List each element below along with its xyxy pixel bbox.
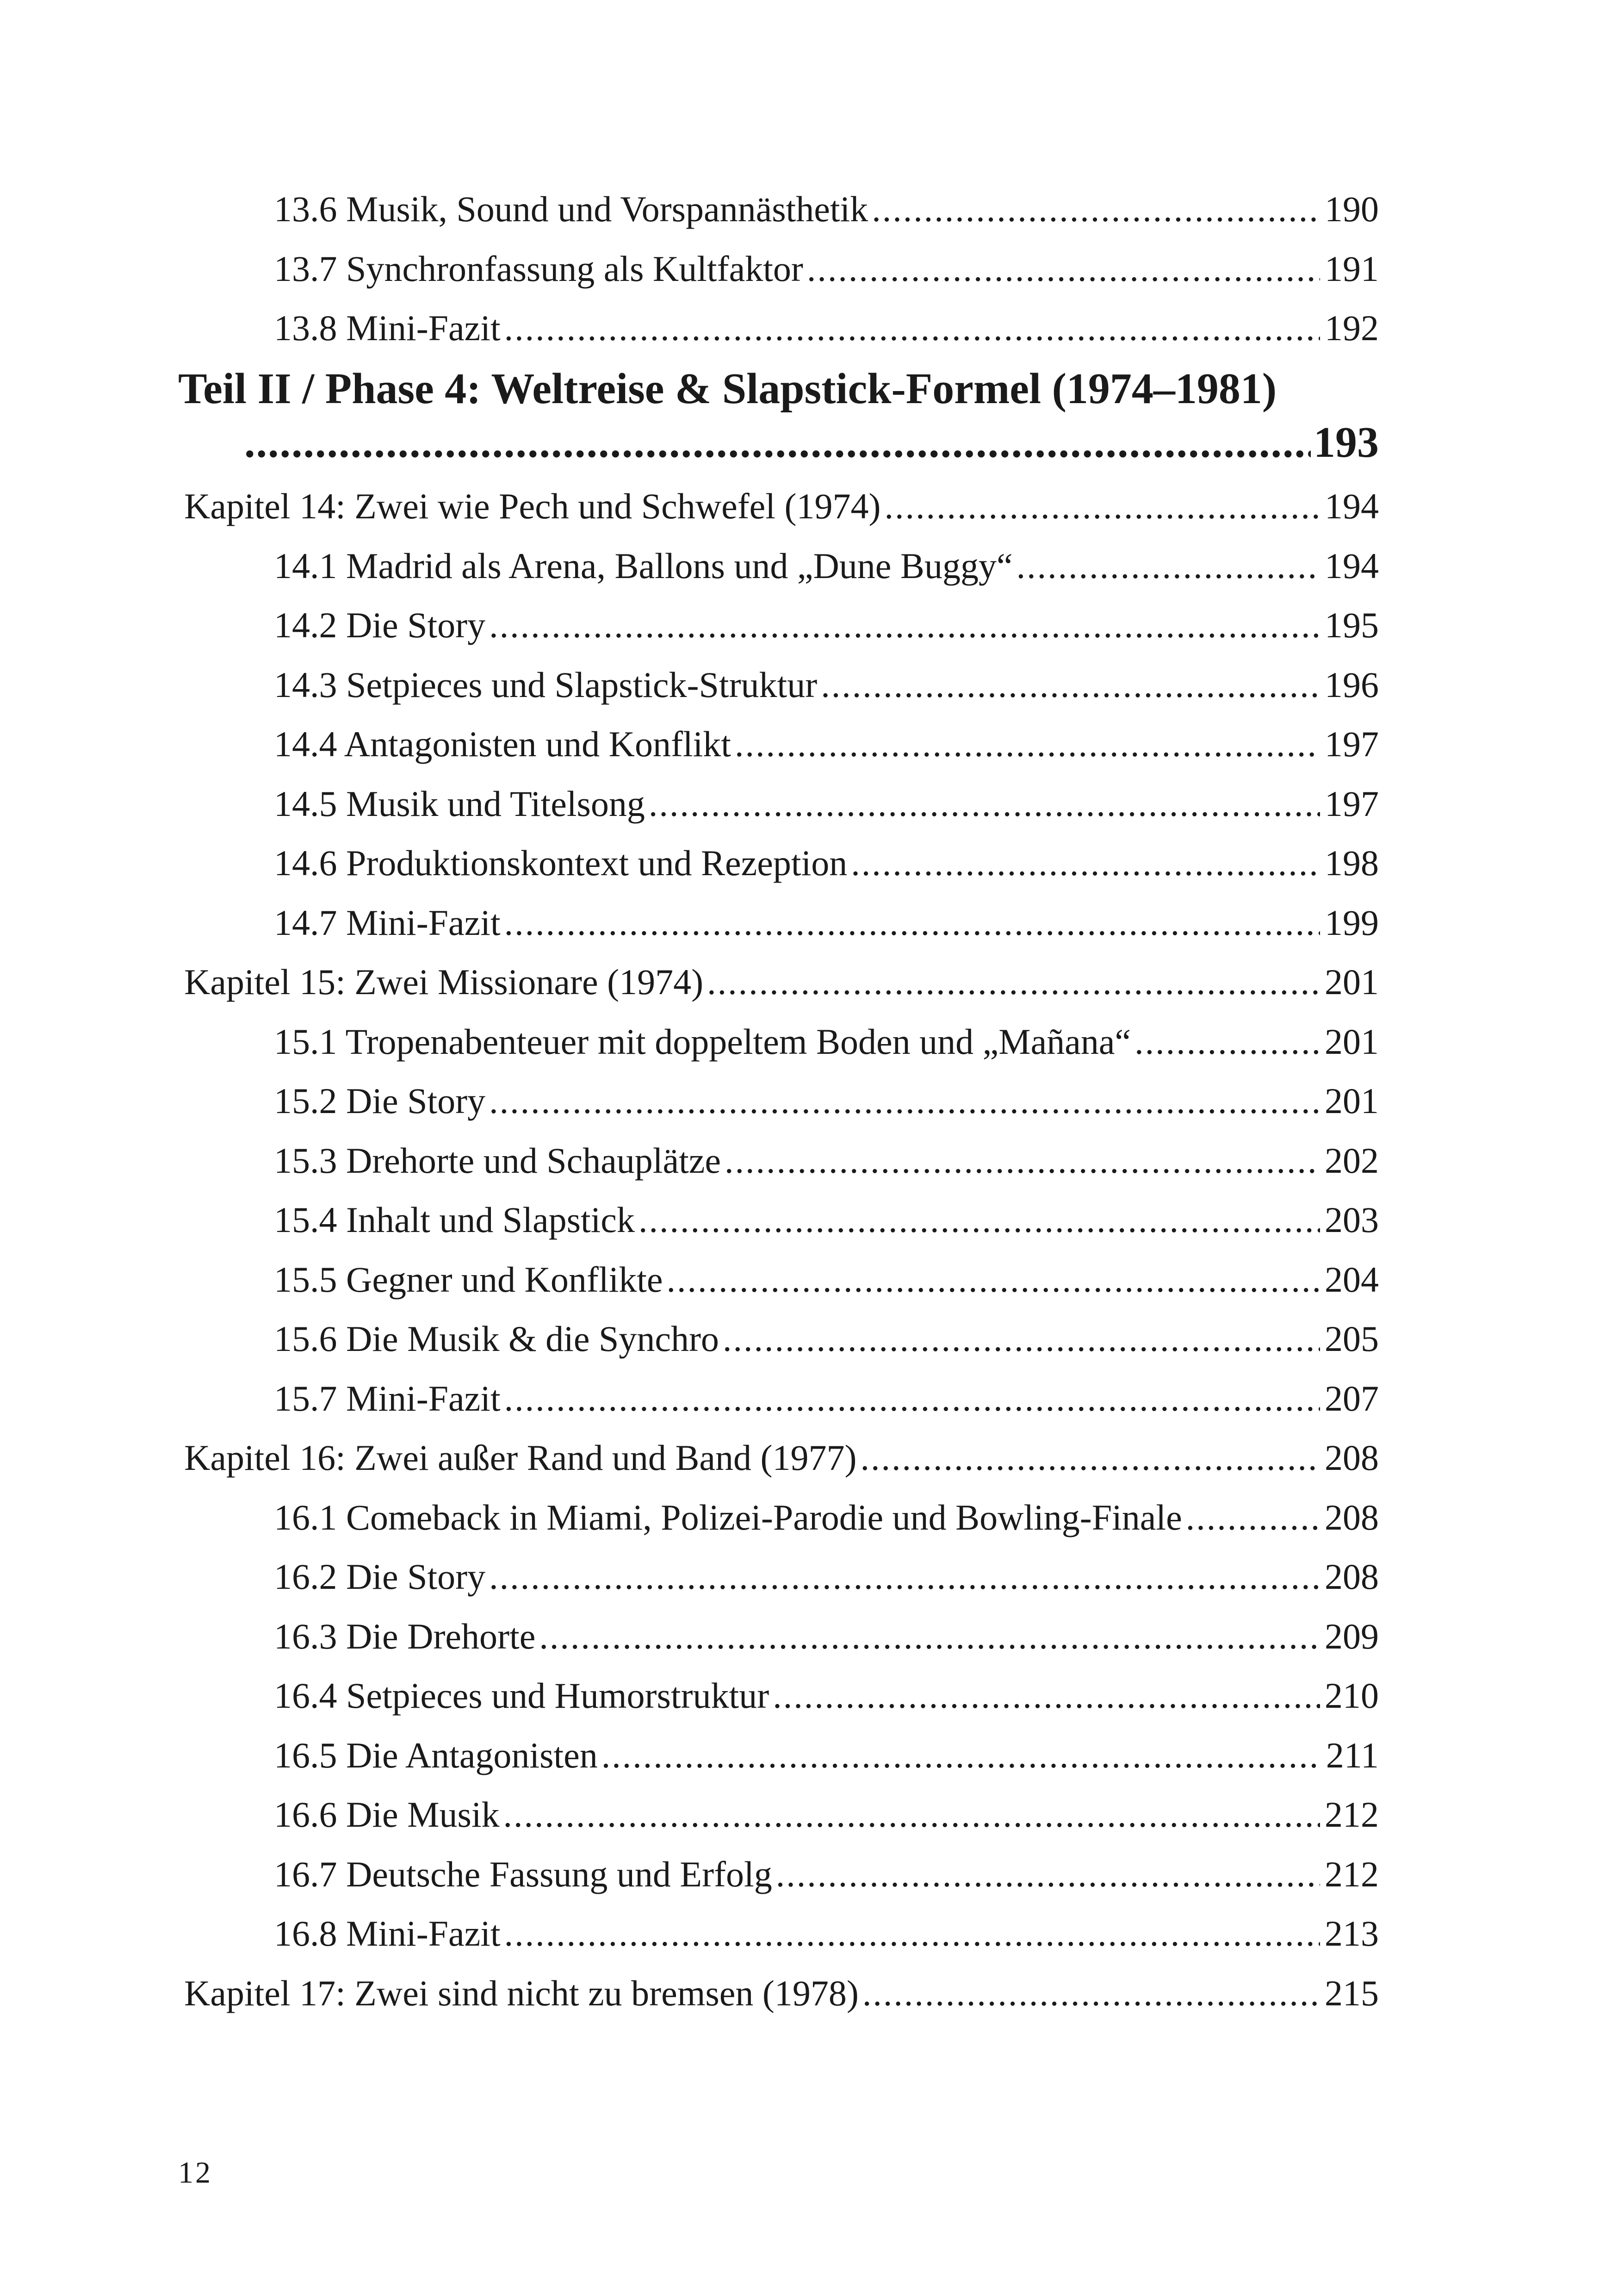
toc-entry-page: 202 — [1325, 1140, 1379, 1181]
toc-entry-label: 15.2 Die Story — [274, 1081, 486, 1121]
toc-entry-page: 207 — [1325, 1378, 1379, 1419]
toc-chapter-15[interactable] — [184, 960, 1379, 1004]
dot-leader — [725, 1139, 1320, 1183]
toc-chapter-14[interactable] — [184, 484, 1379, 529]
toc-entry-14-4[interactable] — [274, 722, 1379, 766]
toc-entry-label: 15.3 Drehorte und Schauplätze — [274, 1140, 721, 1181]
dot-leader — [504, 901, 1320, 945]
toc-entry-label: Kapitel 14: Zwei wie Pech und Schwefel (1974) — [184, 486, 881, 526]
toc-entry-14-7[interactable] — [274, 901, 1379, 945]
toc-entry-page: 201 — [1325, 962, 1379, 1002]
dot-leader — [539, 1614, 1320, 1659]
toc-entry-label: Kapitel 16: Zwei außer Rand und Band (1977) — [184, 1437, 857, 1478]
toc-entry-page: 198 — [1325, 843, 1379, 883]
toc-entry-label: 14.2 Die Story — [274, 605, 486, 645]
toc-entry-label: 14.1 Madrid als Arena, Ballons und „Dune Buggy“ — [274, 546, 1013, 586]
toc-entry-page: 212 — [1325, 1854, 1379, 1894]
toc-entry-label: 16.1 Comeback in Miami, Polizei-Parodie und Bowling-Finale — [274, 1497, 1182, 1537]
toc-entry-label: 15.6 Die Musik & die Synchro — [274, 1319, 719, 1359]
dot-leader — [639, 1198, 1320, 1242]
dot-leader — [860, 1436, 1320, 1480]
toc-entry-16-3[interactable] — [274, 1614, 1379, 1659]
toc-entry-page: 208 — [1325, 1556, 1379, 1597]
toc-entry-label: 16.7 Deutsche Fassung und Erfolg — [274, 1854, 772, 1894]
toc-entry-page: 213 — [1325, 1913, 1379, 1954]
dot-leader — [872, 187, 1320, 231]
toc-entry-16-1[interactable] — [274, 1495, 1379, 1540]
dot-leader — [735, 722, 1320, 766]
toc-entry-label: 15.5 Gegner und Konflikte — [274, 1259, 663, 1300]
part-heading-page: 193 — [1314, 418, 1379, 467]
toc-entry-16-5[interactable] — [274, 1733, 1379, 1778]
dot-leader — [884, 484, 1320, 529]
dot-leader — [1017, 544, 1320, 588]
dot-leader — [504, 1911, 1320, 1956]
dot-leader — [821, 663, 1320, 707]
toc-chapter-16[interactable] — [184, 1436, 1379, 1480]
part-heading[interactable]: Teil II / Phase 4: Weltreise & Slapstick-Formel (1974–1981) — [178, 365, 1277, 413]
toc-entry-label: 16.8 Mini-Fazit — [274, 1913, 501, 1954]
toc-entry-page: 192 — [1325, 308, 1379, 348]
toc-entry-page: 201 — [1325, 1081, 1379, 1121]
toc-entry-label: 13.6 Musik, Sound und Vorspannästhetik — [274, 189, 868, 229]
toc-entry-14-3[interactable] — [274, 663, 1379, 707]
toc-entry-label: 14.3 Setpieces und Slapstick-Struktur — [274, 665, 818, 705]
toc-entry-label: 15.4 Inhalt und Slapstick — [274, 1200, 635, 1240]
toc-entry-page: 212 — [1325, 1794, 1379, 1835]
toc-entry-label: Kapitel 15: Zwei Missionare (1974) — [184, 962, 704, 1002]
toc-entry-16-2[interactable] — [274, 1555, 1379, 1599]
toc-entry-page: 194 — [1325, 486, 1379, 526]
toc-entry-15-5[interactable] — [274, 1257, 1379, 1302]
toc-entry-page: 205 — [1325, 1319, 1379, 1359]
dot-leader — [244, 415, 1311, 470]
toc-entry-page: 211 — [1326, 1735, 1379, 1775]
toc-entry-label: 15.7 Mini-Fazit — [274, 1378, 501, 1419]
toc-entry-label: 16.4 Setpieces und Humorstruktur — [274, 1675, 769, 1716]
toc-entry-page: 208 — [1325, 1437, 1379, 1478]
toc-entry-label: 16.2 Die Story — [274, 1556, 486, 1597]
toc-entry-page: 190 — [1325, 189, 1379, 229]
toc-entry-label: 16.5 Die Antagonisten — [274, 1735, 598, 1775]
toc-entry-13-7[interactable] — [274, 247, 1379, 291]
toc-entry-15-1[interactable] — [274, 1020, 1379, 1064]
toc-entry-14-6[interactable] — [274, 841, 1379, 885]
toc-entry-label: 14.7 Mini-Fazit — [274, 902, 501, 943]
toc-entry-15-2[interactable] — [274, 1079, 1379, 1123]
toc-entry-16-8[interactable] — [274, 1911, 1379, 1956]
toc-entry-label: 14.6 Produktionskontext und Rezeption — [274, 843, 848, 883]
toc-entry-13-8[interactable] — [274, 306, 1379, 350]
toc-entry-page: 201 — [1325, 1021, 1379, 1062]
toc-entry-page: 194 — [1325, 546, 1379, 586]
dot-leader — [807, 247, 1320, 291]
toc-entry-16-6[interactable] — [274, 1792, 1379, 1837]
toc-entry-page: 215 — [1325, 1973, 1379, 2013]
page-number: 12 — [178, 2156, 212, 2190]
dot-leader — [1186, 1495, 1320, 1540]
dot-leader — [773, 1674, 1320, 1718]
toc-entry-page: 195 — [1325, 605, 1379, 645]
toc-entry-15-4[interactable] — [274, 1198, 1379, 1242]
toc-entry-page: 210 — [1325, 1675, 1379, 1716]
toc-entry-16-7[interactable] — [274, 1852, 1379, 1897]
toc-entry-page: 191 — [1325, 249, 1379, 289]
dot-leader — [489, 1079, 1320, 1123]
toc-entry-label: 14.4 Antagonisten und Konflikt — [274, 724, 731, 764]
toc-entry-label: 13.7 Synchronfassung als Kultfaktor — [274, 249, 803, 289]
dot-leader — [723, 1317, 1320, 1361]
toc-entry-label: 14.5 Musik und Titelsong — [274, 784, 645, 824]
dot-leader — [504, 306, 1320, 350]
part-heading-page-line — [244, 415, 1379, 470]
toc-entry-page: 209 — [1325, 1616, 1379, 1656]
dot-leader — [503, 1792, 1320, 1837]
toc-entry-14-2[interactable] — [274, 603, 1379, 647]
dot-leader — [504, 1376, 1320, 1421]
toc-entry-14-5[interactable] — [274, 782, 1379, 826]
toc-entry-15-6[interactable] — [274, 1317, 1379, 1361]
toc-entry-14-1[interactable] — [274, 544, 1379, 588]
toc-entry-page: 203 — [1325, 1200, 1379, 1240]
dot-leader — [776, 1852, 1320, 1897]
toc-entry-label: 16.3 Die Drehorte — [274, 1616, 536, 1656]
toc-entry-page: 199 — [1325, 902, 1379, 943]
toc-entry-16-4[interactable] — [274, 1674, 1379, 1718]
toc-entry-15-7[interactable] — [274, 1376, 1379, 1421]
toc-entry-page: 208 — [1325, 1497, 1379, 1537]
toc-entry-page: 197 — [1325, 784, 1379, 824]
dot-leader — [489, 1555, 1320, 1599]
toc-entry-page: 204 — [1325, 1259, 1379, 1300]
toc-entry-page: 197 — [1325, 724, 1379, 764]
dot-leader — [707, 960, 1320, 1004]
dot-leader — [489, 603, 1320, 647]
toc-entry-label: 13.8 Mini-Fazit — [274, 308, 501, 348]
dot-leader — [649, 782, 1320, 826]
toc-entry-page: 196 — [1325, 665, 1379, 705]
dot-leader — [666, 1257, 1320, 1302]
toc-entry-15-3[interactable] — [274, 1139, 1379, 1183]
toc-chapter-17[interactable] — [184, 1971, 1379, 2016]
toc-entry-label: 16.6 Die Musik — [274, 1794, 500, 1835]
toc-entry-label: Kapitel 17: Zwei sind nicht zu bremsen (1978) — [184, 1973, 859, 2013]
dot-leader — [862, 1971, 1320, 2016]
toc-entry-label: 15.1 Tropenabenteuer mit doppeltem Boden und „Mañana“ — [274, 1021, 1131, 1062]
toc-entry-13-6[interactable] — [274, 187, 1379, 231]
dot-leader — [851, 841, 1320, 885]
dot-leader — [1134, 1020, 1320, 1064]
dot-leader — [601, 1733, 1321, 1778]
